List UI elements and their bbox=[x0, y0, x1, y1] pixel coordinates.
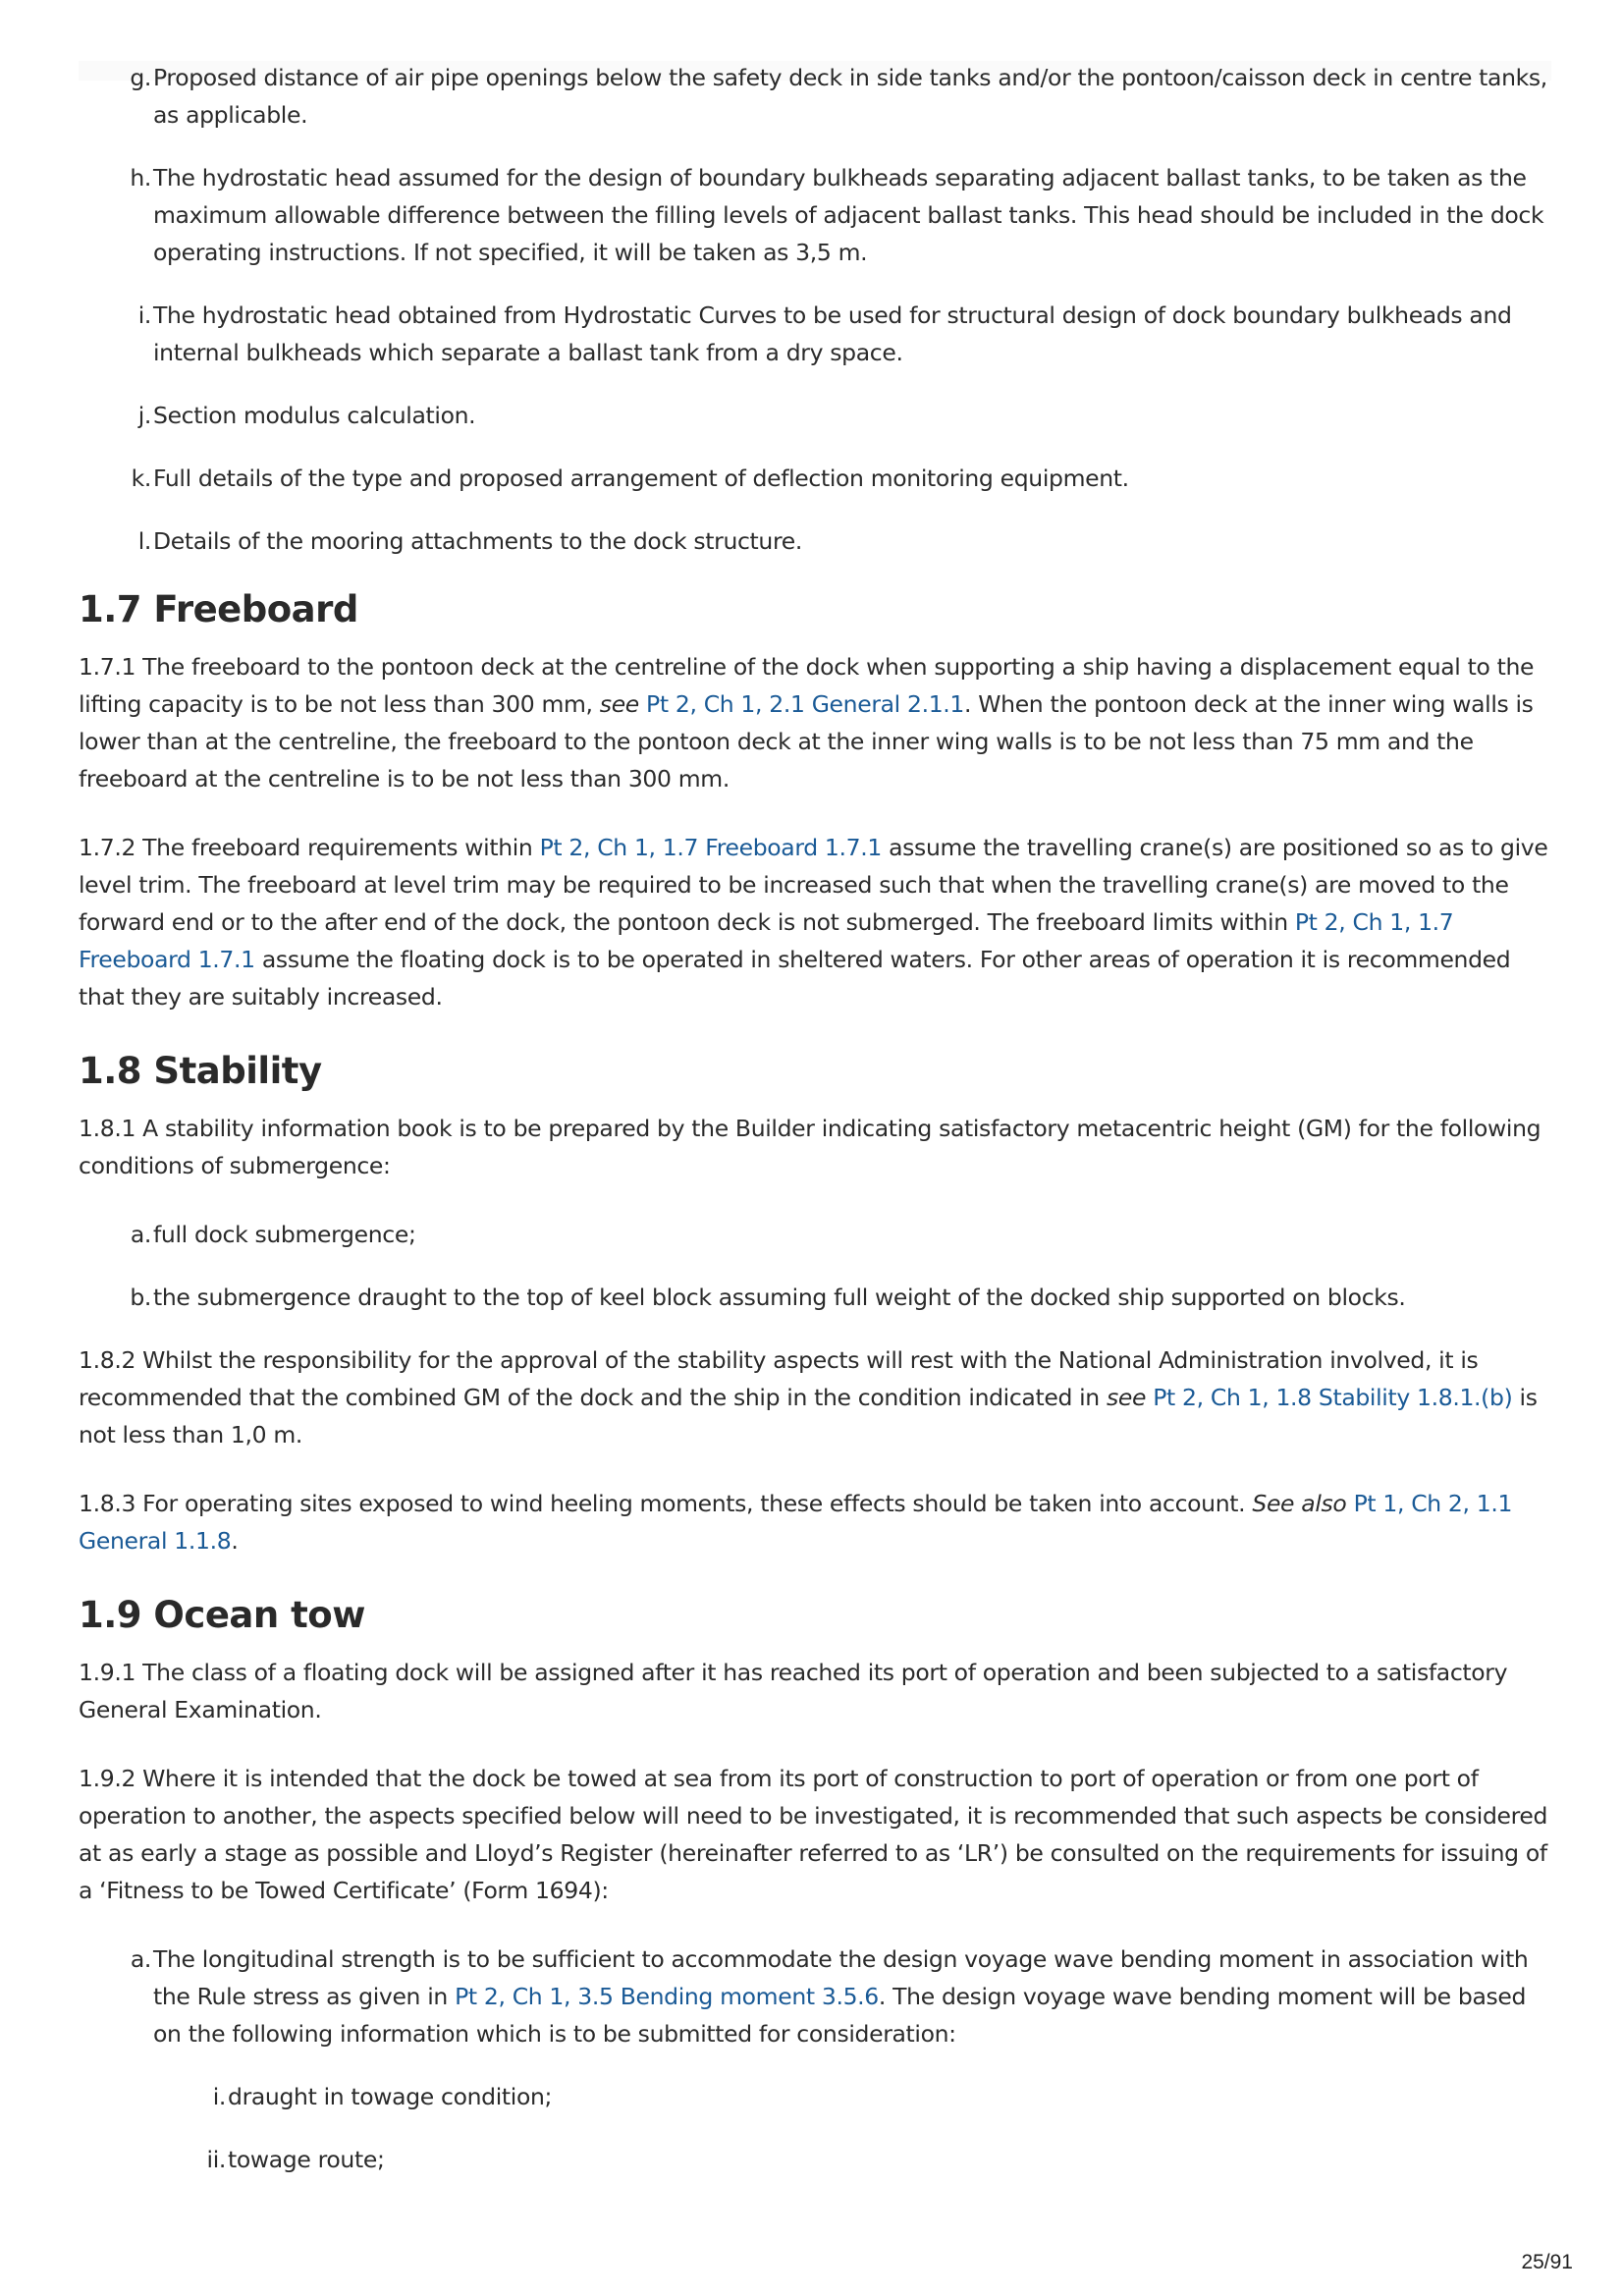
crossref-link[interactable]: Pt 2, Ch 1, 1.8 Stability 1.8.1.(b) bbox=[1153, 1384, 1513, 1411]
requirements-list-top bbox=[79, 59, 1551, 560]
paragraph-1-7-2 bbox=[79, 829, 1551, 1015]
towage-info-sublist bbox=[79, 2078, 1551, 2178]
list-item-text: The hydrostatic head obtained from Hydrostatic Curves to be used for structural design of dock boundary bulkheads and internal bulkheads which separate a ballast tank from a dry space. bbox=[153, 301, 1512, 366]
list-item bbox=[79, 297, 1551, 371]
list-item bbox=[79, 460, 1551, 497]
paragraph-1-9-2: 1.9.2 Where it is intended that the dock be towed at sea from its port of construction to port of operation or from one port of operation to another, the aspects specified below will need to be investigated, it is recommended that such aspects be considered at as early a stage as possible and Lloyd’s Register (hereinafter referred to as ‘LR’) be consulted on the requirements for issuing of a ‘Fitness to be Towed Certificate’ (Form 1694): bbox=[79, 1765, 1548, 1904]
list-item bbox=[79, 522, 1551, 560]
list-item-text: Section modulus calculation. bbox=[153, 402, 476, 429]
list-item-text: Proposed distance of air pipe openings below the safety deck in side tanks and/or the pontoon/caisson deck in centre tanks, as applicable. bbox=[153, 64, 1547, 129]
towage-aspects-list bbox=[79, 1941, 1551, 2178]
paragraph-1-8-1: 1.8.1 A stability information book is to be prepared by the Builder indicating satisfactory metacentric height (GM) for the following conditions of submergence: bbox=[79, 1115, 1541, 1179]
list-marker: g. bbox=[130, 64, 151, 91]
list-marker: i. bbox=[137, 301, 151, 329]
crossref-link[interactable]: Pt 2, Ch 1, 3.5 Bending moment 3.5.6 bbox=[455, 1983, 879, 2010]
text-run-italic: see bbox=[599, 690, 639, 718]
list-marker: i. bbox=[212, 2083, 226, 2110]
crossref-link[interactable]: Pt 1, Ch 2, 1.1 General 1.1.8 bbox=[79, 1490, 1513, 1555]
list-item bbox=[79, 2141, 1551, 2178]
text-run: 1.7.1 The freeboard to the pontoon deck at the centreline of the dock when supporting a ship having a displacement equal to the lifting capacity is to be not less than 300 mm, bbox=[79, 653, 1535, 718]
list-item-text: towage route; bbox=[228, 2146, 385, 2173]
list-item bbox=[79, 1279, 1551, 1316]
text-run: 1.8.2 Whilst the responsibility for the approval of the stability aspects will rest with the National Administration involved, it is recommended that the combined GM of the dock and the ship in the condition indicated in bbox=[79, 1346, 1479, 1411]
section-heading-ocean-tow: 1.9 Ocean tow bbox=[79, 1594, 365, 1636]
text-run-italic: See also bbox=[1252, 1490, 1347, 1517]
text-run: assume the floating dock is to be operated in sheltered waters. For other areas of operation it is recommended that they are suitably increased. bbox=[79, 946, 1511, 1011]
list-item bbox=[79, 1941, 1551, 2178]
list-item bbox=[79, 1216, 1551, 1253]
page-number: 25/91 bbox=[1521, 2251, 1573, 2273]
list-item-text: draught in towage condition; bbox=[228, 2083, 553, 2110]
crossref-link[interactable]: Pt 2, Ch 1, 2.1 General 2.1.1 bbox=[646, 690, 965, 718]
paragraph-1-8-3 bbox=[79, 1485, 1551, 1559]
list-marker: j. bbox=[137, 402, 151, 429]
text-run: assume the travelling crane(s) are positioned so as to give level trim. The freeboard at level trim may be required to be increased such that when the travelling crane(s) are moved to the forward end or to the after end of the dock, the pontoon deck is not submerged. The freeboard limits within bbox=[79, 834, 1548, 936]
text-run: is not less than 1,0 m. bbox=[79, 1384, 1538, 1449]
paragraph-1-8-2 bbox=[79, 1341, 1551, 1453]
list-item-text: Details of the mooring attachments to the dock structure. bbox=[153, 527, 802, 555]
text-run: . When the pontoon deck at the inner wing walls is lower than at the centreline, the freeboard to the pontoon deck at the inner wing walls is to be not less than 75 mm and the freeboard at the centreline is to be not less than 300 mm. bbox=[79, 690, 1534, 793]
list-item bbox=[79, 2078, 1551, 2115]
text-run: The longitudinal strength is to be sufficient to accommodate the design voyage wave bending moment in association with the Rule stress as given in bbox=[153, 1945, 1529, 2010]
crossref-link[interactable]: Pt 2, Ch 1, 1.7 Freeboard 1.7.1 bbox=[539, 834, 882, 861]
list-item-text: the submergence draught to the top of keel block assuming full weight of the docked ship supported on blocks. bbox=[153, 1284, 1406, 1311]
section-heading-freeboard: 1.7 Freeboard bbox=[79, 588, 358, 630]
section-heading-stability: 1.8 Stability bbox=[79, 1050, 322, 1092]
text-run: . The design voyage wave bending moment will be based on the following information which is to be submitted for consideration: bbox=[153, 1983, 1527, 2048]
list-marker: a. bbox=[130, 1945, 151, 1973]
list-marker: b. bbox=[130, 1284, 151, 1311]
text-run: 1.7.2 The freeboard requirements within bbox=[79, 834, 540, 861]
list-item-text: Full details of the type and proposed arrangement of deflection monitoring equipment. bbox=[153, 465, 1129, 492]
list-item bbox=[79, 59, 1551, 134]
list-item bbox=[79, 397, 1551, 434]
document-page bbox=[79, 59, 1551, 2204]
list-marker: h. bbox=[130, 164, 151, 191]
text-run: 1.8.3 For operating sites exposed to wind heeling moments, these effects should be taken into account. bbox=[79, 1490, 1253, 1517]
list-item-text: full dock submergence; bbox=[153, 1221, 416, 1248]
text-run: . bbox=[231, 1527, 239, 1555]
crossref-link[interactable]: Pt 2, Ch 1, 1.7 Freeboard 1.7.1 bbox=[79, 908, 1454, 973]
paragraph-1-7-1 bbox=[79, 648, 1551, 797]
list-item bbox=[79, 159, 1551, 271]
list-marker: ii. bbox=[206, 2146, 226, 2173]
text-run-italic: see bbox=[1106, 1384, 1147, 1411]
list-marker: k. bbox=[131, 465, 151, 492]
list-marker: a. bbox=[130, 1221, 151, 1248]
list-marker: l. bbox=[137, 527, 151, 555]
list-item-text: The hydrostatic head assumed for the design of boundary bulkheads separating adjacent ballast tanks, to be taken as the maximum allowable difference between the filling levels of adjacent ballast tanks. This head should be included in the dock operating instructions. If not specified, it will be taken as 3,5 m. bbox=[153, 164, 1544, 266]
paragraph-1-9-1: 1.9.1 The class of a floating dock will be assigned after it has reached its port of operation and been subjected to a satisfactory General Examination. bbox=[79, 1659, 1508, 1723]
stability-conditions-list bbox=[79, 1216, 1551, 1316]
